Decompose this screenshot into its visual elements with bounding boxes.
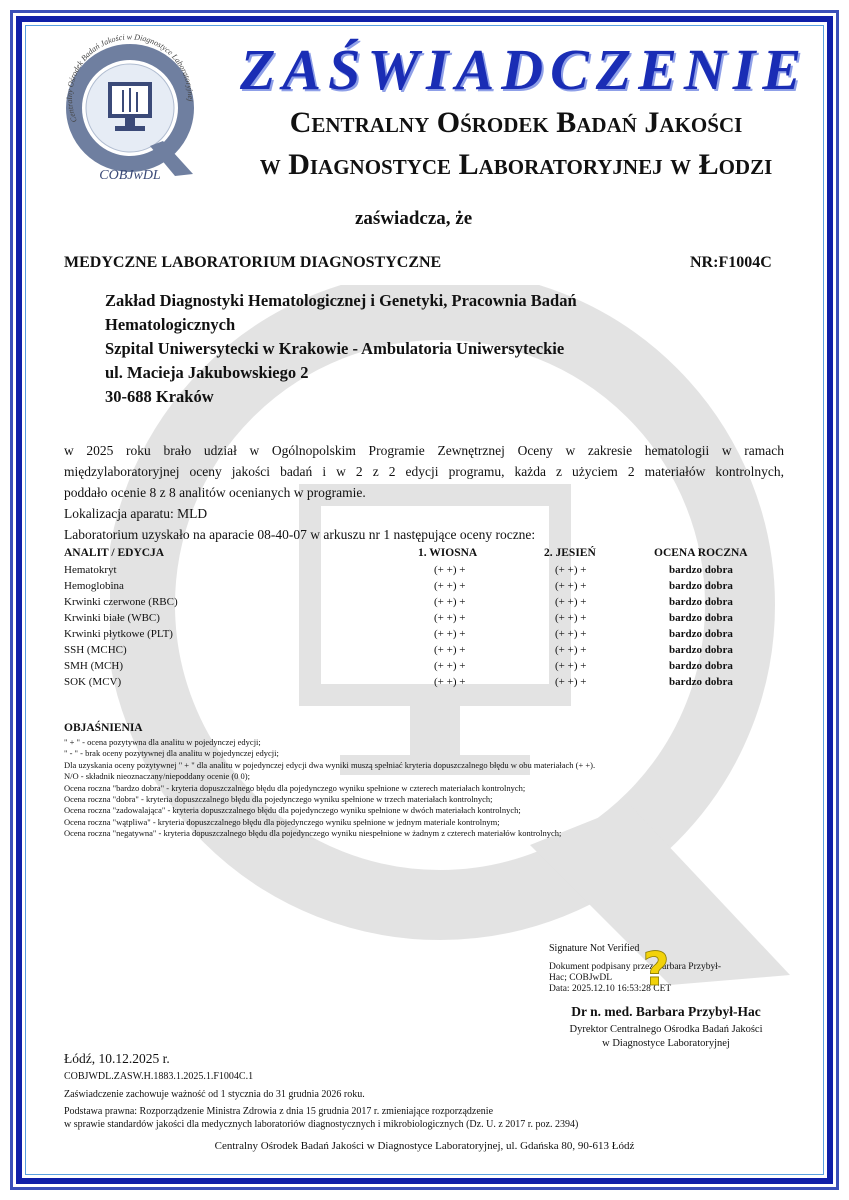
- table-row: [64, 644, 784, 660]
- header-analyte: ANALIT / EDYCJA: [64, 547, 165, 559]
- document-code: COBJWDL.ZASW.H.1883.1.2025.1.F1004C.1: [64, 1071, 254, 1082]
- table-header: [64, 547, 784, 563]
- explanations-title: OBJAŚNIENIA: [64, 722, 143, 734]
- analyte-name: SOK (MCV): [64, 676, 122, 688]
- autumn-score: (+ +) +: [555, 580, 587, 592]
- table-row: [64, 596, 784, 612]
- spring-score: (+ +) +: [434, 644, 466, 656]
- footer-address: Centralny Ośrodek Badań Jakości w Diagnostyce Laboratoryjnej, ul. Gdańska 80, 90-613 Łódź: [214, 1140, 635, 1152]
- certifies-text: zaświadcza, że: [355, 208, 473, 229]
- paragraph-line: poddało ocenie 8 z 8 analitów ocenianych w programie.: [64, 485, 366, 500]
- paragraph-line: międzylaboratoryjnej oceny jakości badań i w 2 z 2 edycji programu, każda z użyciem 2 materiałów kontrolnych,: [64, 464, 784, 479]
- lab-address-line: Hematologicznych: [105, 315, 236, 334]
- signatory-role: [536, 1023, 796, 1051]
- autumn-score: (+ +) +: [555, 628, 587, 640]
- explanation-line: Ocena roczna "wątpliwa" - kryteria dopuszczalnego błędu dla pojedynczego wyniku spełnione w jednym materiale kontrolnym;: [64, 816, 500, 827]
- annual-grade: bardzo dobra: [669, 644, 733, 656]
- lab-address-line: Zakład Diagnostyki Hematologicznej i Genetyki, Pracownia Badań: [105, 291, 577, 310]
- explanation-line: Ocena roczna "negatywna" - kryteria dopuszczalnego błędu dla pojedynczego wyniku niespełnione w żadnym z czterech materiałów kontrolnych;: [64, 828, 562, 839]
- analyte-name: Krwinki płytkowe (PLT): [64, 628, 173, 640]
- table-row: [64, 564, 784, 580]
- header-grade: OCENA ROCZNA: [654, 547, 748, 559]
- signatory-role-line: w Diagnostyce Laboratoryjnej: [602, 1038, 730, 1049]
- autumn-score: (+ +) +: [555, 660, 587, 672]
- spring-score: (+ +) +: [434, 612, 466, 624]
- lab-number: NR:F1004C: [690, 254, 772, 271]
- explanation-line: " - " - brak oceny pozytywnej dla analitu w pojedynczej edycji;: [64, 748, 279, 759]
- explanation-line: Ocena roczna "dobra" - kryteria dopuszczalnego błędu dla pojedynczego wyniku spełnione w trzech materiałach kontrolnych;: [64, 794, 493, 805]
- analyte-name: Krwinki białe (WBC): [64, 612, 160, 624]
- lab-address-line: 30-688 Kraków: [105, 387, 214, 406]
- autumn-score: (+ +) +: [555, 596, 587, 608]
- spring-score: (+ +) +: [434, 564, 466, 576]
- legal-line: w sprawie standardów jakości dla medycznych laboratoriów diagnostycznych i mikrobiologicznych (Dz. U. z 2017 r. poz. 2394): [64, 1119, 579, 1130]
- signature-line: Hac; COBJwDL: [549, 973, 613, 983]
- explanation-line: N/O - składnik nieoznaczany/niepoddany ocenie (0 0);: [64, 771, 250, 782]
- signature-status: Signature Not Verified: [549, 943, 640, 954]
- annual-grade: bardzo dobra: [669, 596, 733, 608]
- lab-address-line: Szpital Uniwersytecki w Krakowie - Ambulatoria Uniwersyteckie: [105, 339, 565, 358]
- annual-grade: bardzo dobra: [669, 612, 733, 624]
- annual-grade: bardzo dobra: [669, 676, 733, 688]
- analyte-name: Krwinki czerwone (RBC): [64, 596, 178, 608]
- legal-line: Podstawa prawna: Rozporządzenie Ministra Zdrowia z dnia 15 grudnia 2017 r. zmieniające rozporządzenie: [64, 1106, 494, 1117]
- analyte-name: Hemoglobina: [64, 580, 124, 592]
- paragraph-line: w 2025 roku brało udział w Ogólnopolskim Programie Zewnętrznej Oceny w zakresie hematologii w ramach: [64, 443, 784, 458]
- location-line: Lokalizacja aparatu: MLD: [64, 506, 208, 521]
- annual-grade: bardzo dobra: [669, 628, 733, 640]
- spring-score: (+ +) +: [434, 580, 466, 592]
- autumn-score: (+ +) +: [555, 612, 587, 624]
- signatory-role-line: Dyrektor Centralnego Ośrodka Badań Jakości: [569, 1024, 763, 1035]
- analyte-name: SSH (MCHC): [64, 644, 127, 656]
- table-row: [64, 628, 784, 644]
- header-spring: 1. WIOSNA: [418, 547, 478, 559]
- analyte-name: Hematokryt: [64, 564, 117, 576]
- signature-line: Dokument podpisany przez Barbara Przybył-: [549, 962, 722, 972]
- spring-score: (+ +) +: [434, 596, 466, 608]
- explanation-line: " + " - ocena pozytywna dla analitu w pojedynczej edycji;: [64, 737, 261, 747]
- document-title: ZAŚWIADCZENIE: [240, 37, 809, 102]
- header-autumn: 2. JESIEŃ: [544, 547, 596, 559]
- signature-line: Data: 2025.12.10 16:53:28 CET: [549, 984, 672, 994]
- signatory-name: Dr n. med. Barbara Przybył-Hac: [571, 1004, 761, 1019]
- explanation-line: Dla uzyskania oceny pozytywnej " + " dla analitu w pojedynczej edycji dwa wyniki muszą spełniać kryteria dopuszczalnego błędu w obu materiałach (+ +).: [64, 759, 596, 770]
- logo-ring-text: Centralny Ośrodek Badań Jakości w Diagnostyce Laboratoryjnej: [64, 32, 196, 124]
- explanation-line: Ocena roczna "zadowalająca" - kryteria dopuszczalnego błędu dla pojedynczego wyniku spełnione w dwóch materiałach kontrolnych;: [64, 805, 521, 816]
- result-intro: Laboratorium uzyskało na aparacie 08-40-07 w arkuszu nr 1 następujące oceny roczne:: [64, 527, 536, 542]
- place-date: Łódź, 10.12.2025 r.: [64, 1051, 170, 1066]
- table-row: [64, 676, 784, 692]
- lab-address: [105, 289, 577, 409]
- autumn-score: (+ +) +: [555, 676, 587, 688]
- annual-grade: bardzo dobra: [669, 564, 733, 576]
- table-row: [64, 612, 784, 628]
- table-row: [64, 660, 784, 676]
- organization-name-line2: w Diagnostyce Laboratoryjnej w Łodzi: [259, 148, 773, 181]
- spring-score: (+ +) +: [434, 676, 466, 688]
- organization-name-line1: Centralny Ośrodek Badań Jakości: [289, 106, 743, 139]
- autumn-score: (+ +) +: [555, 644, 587, 656]
- validity-text: Zaświadczenie zachowuje ważność od 1 stycznia do 31 grudnia 2026 roku.: [64, 1089, 365, 1100]
- spring-score: (+ +) +: [434, 628, 466, 640]
- table-row: [64, 580, 784, 596]
- analyte-name: SMH (MCH): [64, 660, 123, 672]
- svg-text:?: ?: [642, 945, 670, 991]
- legal-basis: [64, 1105, 578, 1131]
- autumn-score: (+ +) +: [555, 564, 587, 576]
- annual-grade: bardzo dobra: [669, 660, 733, 672]
- annual-grade: bardzo dobra: [669, 580, 733, 592]
- lab-address-line: ul. Macieja Jakubowskiego 2: [105, 363, 309, 382]
- cobjwdl-logo: [55, 26, 205, 191]
- explanations-list: [64, 737, 595, 840]
- logo-text: COBJwDL: [99, 168, 161, 183]
- spring-score: (+ +) +: [434, 660, 466, 672]
- lab-type: MEDYCZNE LABORATORIUM DIAGNOSTYCZNE: [64, 254, 442, 271]
- question-mark-icon: [636, 945, 676, 991]
- participation-paragraph: [64, 440, 784, 545]
- explanation-line: Ocena roczna "bardzo dobra" - kryteria dopuszczalnego błędu dla pojedynczego wyniku spełnione w czterech materiałach kontrolnych;: [64, 782, 526, 793]
